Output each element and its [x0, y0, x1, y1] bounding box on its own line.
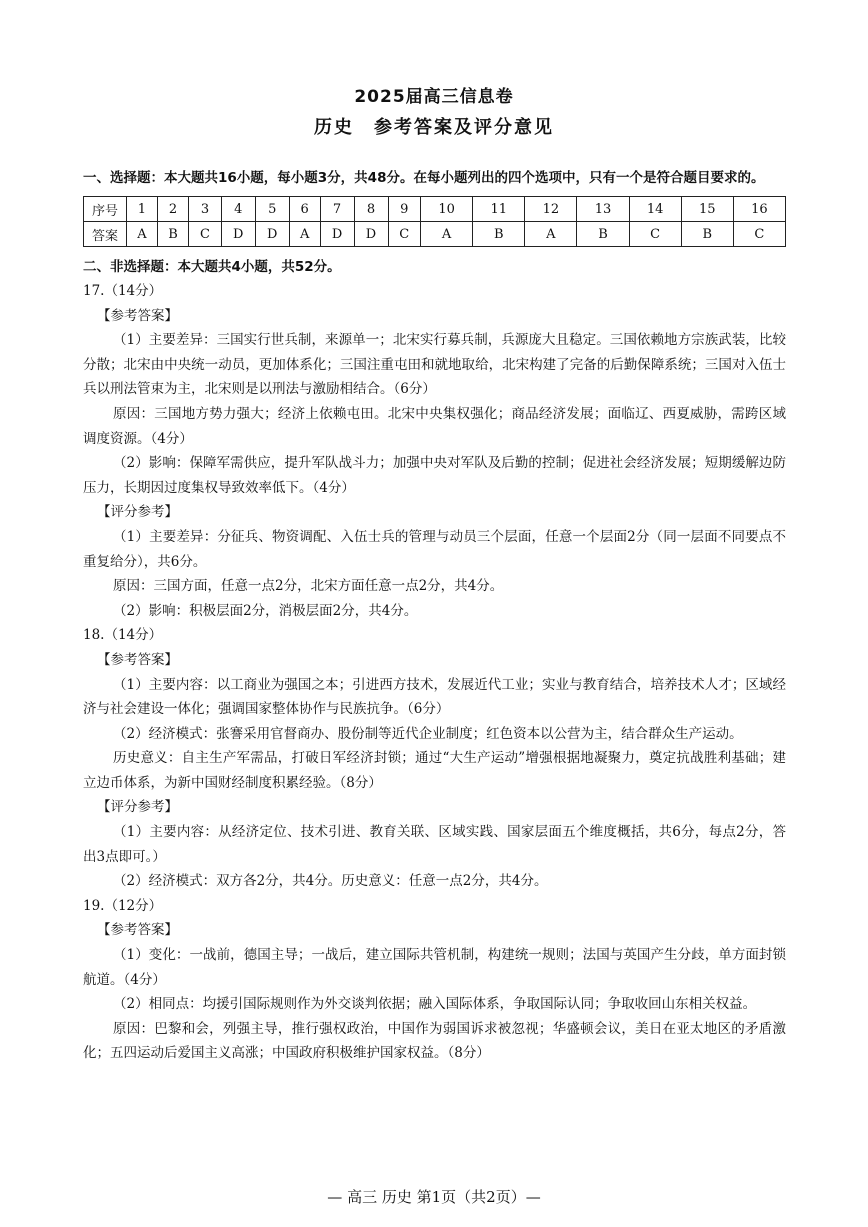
answer-content [83, 166, 786, 1066]
answer-cell: A [525, 222, 577, 247]
answer-cell: A [421, 222, 473, 247]
q18-answer-part1: （1）主要内容：以工商业为强国之本；引进西方技术，发展近代工业；实业与教育结合，培养技术人才；区域经济与社会建设一体化；强调国家整体协作与民族抗争。（6分） [83, 676, 786, 718]
question-number: 3 [189, 197, 222, 222]
answer-cell: C [388, 222, 421, 247]
q17-scoring-label: 【评分参考】 [97, 504, 178, 521]
question-number: 10 [421, 197, 473, 222]
question-number: 12 [525, 197, 577, 222]
q17-answer-part2: （2）影响：保障军需供应，提升军队战斗力；加强中央对军队及后勤的控制；促进社会经济发展；短期缓解边防压力，长期因过度集权导致效率低下。（4分） [83, 455, 786, 496]
answer-cell: A [289, 222, 320, 247]
answer-cell: D [255, 222, 289, 247]
question-number: 8 [354, 197, 388, 222]
answer-cell: B [157, 222, 188, 247]
question-number: 16 [733, 197, 785, 222]
question-number: 14 [629, 197, 681, 222]
answer-cell: D [221, 222, 255, 247]
q19-answer-part1: （1）变化：一战前，德国主导；一战后，建立国际共管机制，构建统一规则；法国与英国产生分歧，单方面封锁航道。（4分） [83, 947, 786, 988]
question-number: 6 [289, 197, 320, 222]
q19-heading: 19.（12分） [83, 897, 163, 914]
q19-answer-reason: 原因：巴黎和会，列强主导，推行强权政治，中国作为弱国诉求被忽视；华盛顿会议，美日在亚太地区的矛盾激化；五四运动后爱国主义高涨；中国政府积极维护国家权益。（8分） [83, 1020, 786, 1062]
q17-scoring-part2: （2）影响：积极层面2分，消极层面2分，共4分。 [113, 602, 418, 619]
answer-cell: C [733, 222, 785, 247]
q19-reference-label: 【参考答案】 [97, 922, 178, 939]
section2-intro: 二、非选择题：本大题共4小题，共52分。 [83, 259, 341, 275]
q18-scoring-part1: （1）主要内容：从经济定位、技术引进、教育关联、区域实践、国家层面五个维度概括，共6分，每点2分，答出3点即可。） [83, 824, 786, 865]
row-label-answer: 答案 [84, 222, 127, 247]
answer-cell: A [127, 222, 158, 247]
question-number: 4 [221, 197, 255, 222]
q18-answer-significance: 历史意义：自主生产军需品，打破日军经济封锁；通过“大生产运动”增强根据地凝聚力，奠定抗战胜利基础；建立边币体系，为新中国财经制度积累经验。（8分） [83, 750, 786, 791]
page-footer: — 高三 历史 第1页（共2页）— [327, 1188, 541, 1206]
answer-cell: C [189, 222, 222, 247]
answer-cell: D [320, 222, 354, 247]
q17-heading: 17.（14分） [83, 283, 163, 299]
section1-intro: 一、选择题：本大题共16小题，每小题3分，共48分。在每小题列出的四个选项中，只有一个是符合题目要求的。 [83, 170, 765, 186]
q17-scoring-part1: （1）主要差异：分征兵、物资调配、入伍士兵的管理与动员三个层面，任意一个层面2分（同一层面不同要点不重复给分），共6分。 [83, 528, 786, 570]
answer-cell: D [354, 222, 388, 247]
q17-answer-reason: 原因：三国地方势力强大；经济上依赖屯田。北宋中央集权强化；商品经济发展；面临辽、西夏威胁，需跨区域调度资源。（4分） [83, 405, 786, 447]
question-number: 2 [157, 197, 188, 222]
answer-cell: B [473, 222, 525, 247]
q18-scoring-label: 【评分参考】 [97, 799, 178, 816]
question-number: 13 [577, 197, 629, 222]
q18-heading: 18.（14分） [83, 627, 163, 644]
number-row [84, 197, 786, 222]
q17-scoring-reason: 原因：三国方面，任意一点2分，北宋方面任意一点2分，共4分。 [113, 578, 504, 595]
question-number: 15 [681, 197, 733, 222]
q17-reference-label: 【参考答案】 [97, 307, 178, 324]
answer-cell: C [629, 222, 681, 247]
answer-row [84, 222, 786, 247]
row-label-number: 序号 [84, 197, 127, 222]
q18-answer-part2: （2）经济模式：张謇采用官督商办、股份制等近代企业制度；红色资本以公营为主，结合群众生产运动。 [113, 725, 743, 742]
q19-answer-part2: （2）相同点：均援引国际规则作为外交谈判依据；融入国际体系，争取国际认同；争取收回山东相关权益。 [113, 996, 757, 1013]
q18-reference-label: 【参考答案】 [97, 651, 178, 668]
question-number: 7 [320, 197, 354, 222]
answer-table [83, 196, 786, 247]
q18-scoring-part2: （2）经济模式：双方各2分，共4分。历史意义：任意一点2分，共4分。 [113, 873, 548, 890]
question-number: 9 [388, 197, 421, 222]
question-number: 11 [473, 197, 525, 222]
page-subtitle: 历史 参考答案及评分意见 [314, 117, 554, 138]
answer-cell: B [577, 222, 629, 247]
answer-cell: B [681, 222, 733, 247]
q17-answer-part1: （1）主要差异：三国实行世兵制，来源单一；北宋实行募兵制，兵源庞大且稳定。三国依赖地方宗族武装，比较分散；北宋由中央统一动员，更加体系化；三国注重屯田和就地取给，北宋构建了完备的后勤保障系统；三国对入伍士兵以刑法管束为主，北宋则是以刑法与激励相结合。（6分） [83, 332, 786, 398]
page-title: 2025届高三信息卷 [354, 87, 514, 107]
question-number: 1 [127, 197, 158, 222]
question-number: 5 [255, 197, 289, 222]
